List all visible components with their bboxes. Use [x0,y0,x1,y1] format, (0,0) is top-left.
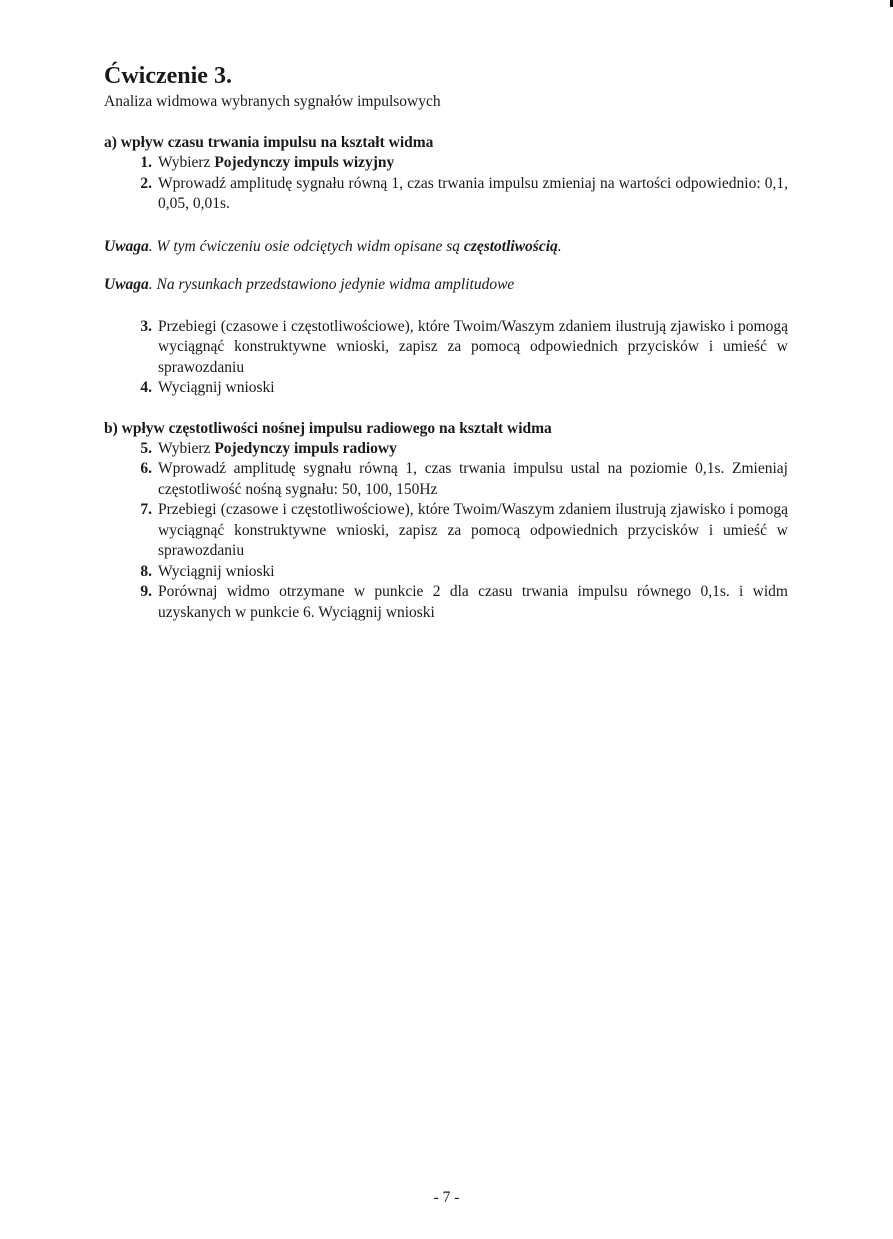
note-1: Uwaga. W tym ćwiczeniu osie odciętych widm opisane są częstotliwością. [104,237,562,255]
list-item-7 [104,500,788,562]
list-item-8 [104,562,788,583]
item-number: 9. [140,583,152,600]
item-number: 8. [140,562,152,580]
item-emphasis: Pojedynczy impuls wizyjny [214,154,395,171]
list-item-1 [104,153,788,174]
item-text: Przebiegi (czasowe i częstotliwościowe), które Twoim/Waszym zdaniem ilustrują zjawisko i pomogą wyciągnąć konstruktywne wnioski, zapisz za pomocą odpowiednich przycisków i umieść w sprawozdaniu [158,317,788,376]
list-item-9 [104,582,788,623]
list-item-4 [104,378,788,399]
item-text: Wprowadź amplitudę sygnału równą 1, czas trwania impulsu zmieniaj na wartości odpowiednio: 0,1, 0,05, 0,01s. [158,174,788,212]
item-number: 4. [140,379,152,396]
item-text: Wyciągnij wnioski [158,562,275,580]
exercise-subtitle: Analiza widmowa wybranych sygnałów impulsowych [104,93,441,110]
item-text: Wprowadź amplitudę sygnału równą 1, czas trwania impulsu ustal na poziomie 0,1s. Zmieniaj częstotliwość nośną sygnału: 50, 100, 150Hz [158,460,788,498]
note-label: Uwaga [104,275,149,293]
item-number: 5. [140,439,152,457]
list-item-5 [104,439,788,460]
item-text: Przebiegi (czasowe i częstotliwościowe), które Twoim/Waszym zdaniem ilustrują zjawisko i pomogą wyciągnąć konstruktywne wnioski, zapisz za pomocą odpowiednich przycisków i umieść w sprawozdaniu [158,501,788,559]
list-item-6 [104,459,788,500]
item-number: 1. [140,154,152,171]
item-number: 7. [140,501,152,518]
item-text: Wybierz Pojedynczy impuls wizyjny [158,154,395,171]
note-2: Uwaga. Na rysunkach przedstawiono jedynie widma amplitudowe [104,275,515,293]
document-page [104,60,788,623]
note-label: Uwaga [104,237,149,255]
exercise-title: Ćwiczenie 3. [104,63,232,89]
item-text: Wybierz Pojedynczy impuls radiowy [158,439,397,457]
section-a-heading: a) wpływ czasu trwania impulsu na kształt widma [104,134,434,151]
list-item-3 [104,317,788,379]
section-b-heading: b) wpływ częstotliwości nośnej impulsu radiowego na kształt widma [104,419,552,437]
note-emphasis: częstotliwością [463,237,558,255]
item-text: Porównaj widmo otrzymane w punkcie 2 dla czasu trwania impulsu równego 0,1s. i widm uzyskanych w punkcie 6. Wyciągnij wnioski [158,583,788,621]
item-number: 3. [140,317,152,335]
item-number: 6. [140,460,152,477]
page-number: - 7 - [433,1189,460,1206]
item-emphasis: Pojedynczy impuls radiowy [214,439,397,457]
item-number: 2. [140,174,152,192]
item-text: Wyciągnij wnioski [158,379,275,396]
list-item-2 [104,174,788,215]
